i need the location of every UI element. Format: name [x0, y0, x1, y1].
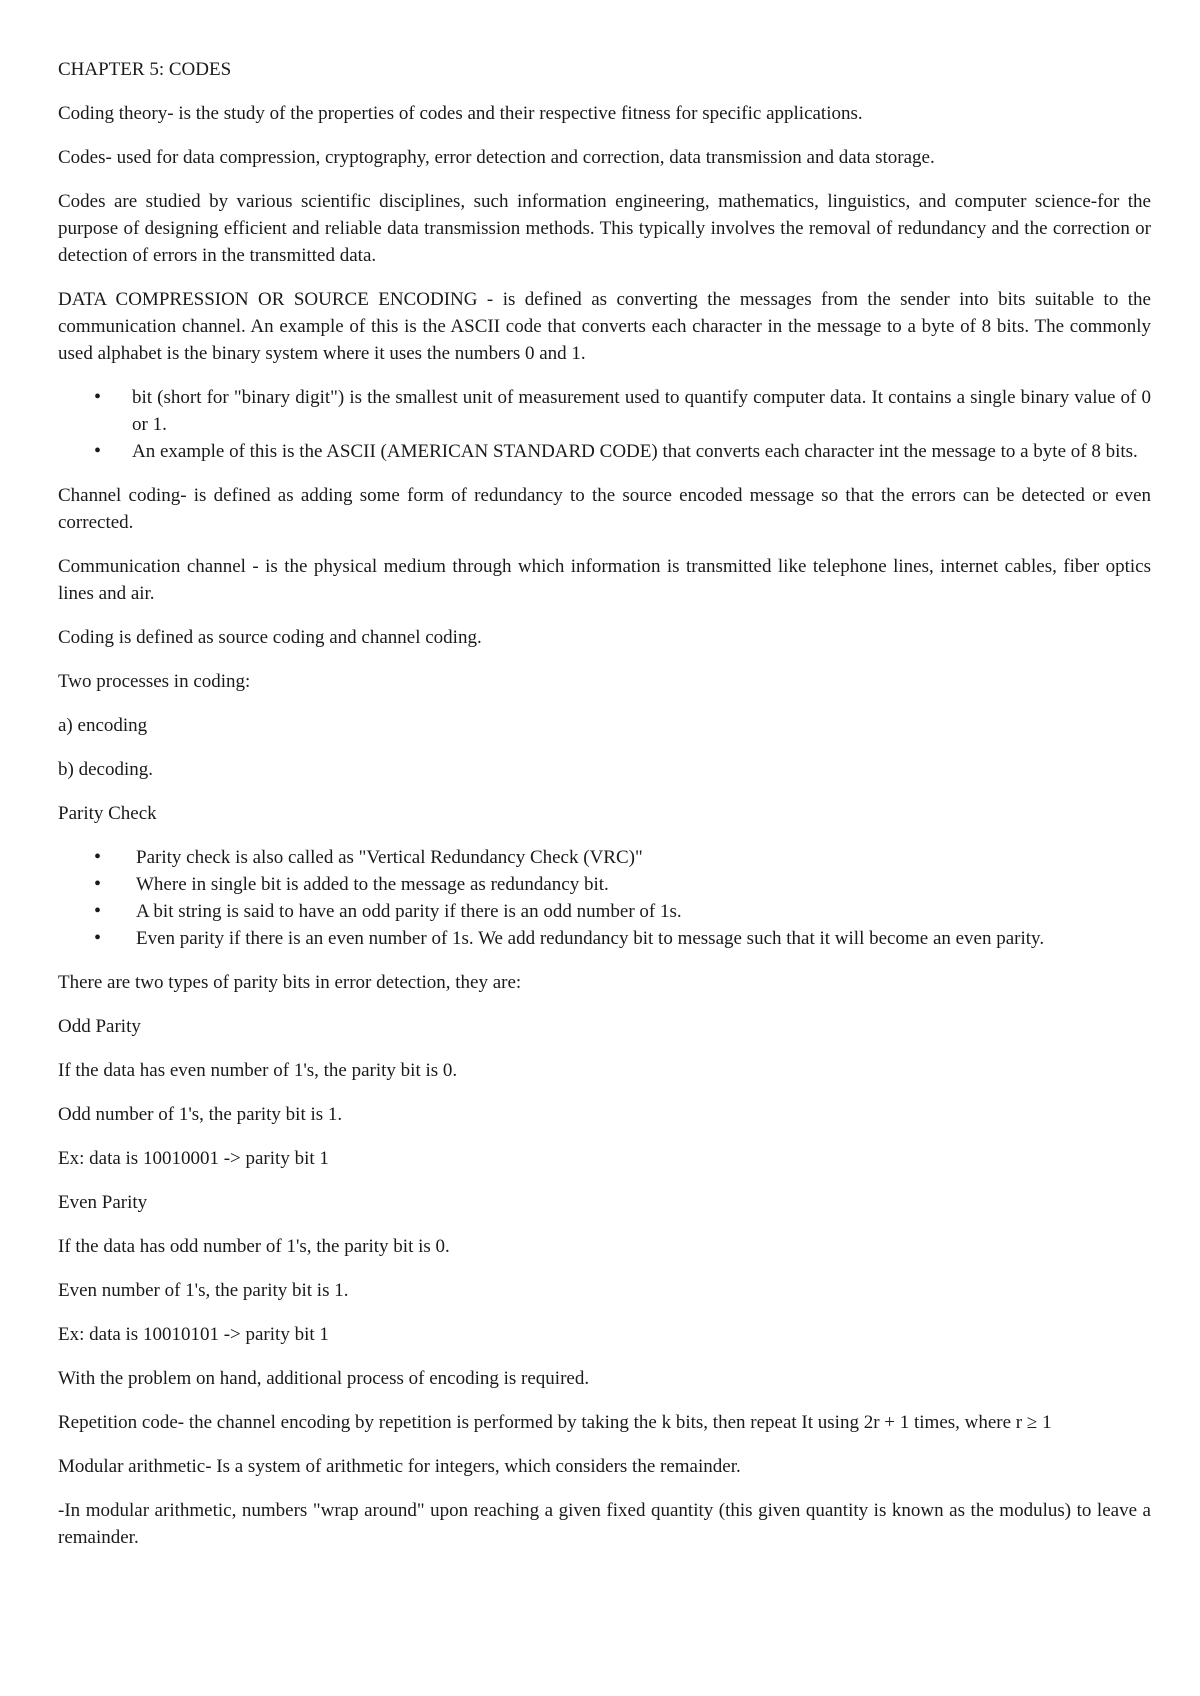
paragraph-odd-odd-ones: Odd number of 1's, the parity bit is 1.: [58, 1104, 343, 1125]
chapter-title: CHAPTER 5: CODES: [58, 59, 232, 80]
paragraph-odd-even-ones: If the data has even number of 1's, the parity bit is 0.: [58, 1060, 458, 1081]
parity-bullet-list: [58, 844, 1151, 952]
list-item: • An example of this is the ASCII (AMERICAN STANDARD CODE) that converts each character int the message to a byte of 8 bits.: [58, 438, 1151, 465]
section-heading-parity-check: Parity Check: [58, 803, 157, 824]
list-item: • bit (short for "binary digit") is the smallest unit of measurement used to quantify computer data. It contains a single binary value of 0 or 1.: [58, 384, 1151, 438]
paragraph-even-example: Ex: data is 10010101 -> parity bit 1: [58, 1324, 329, 1345]
paragraph-codes-used: Codes- used for data compression, cryptography, error detection and correction, data transmission and data storage.: [58, 147, 935, 168]
list-item: • A bit string is said to have an odd parity if there is an odd number of 1s.: [58, 898, 1151, 925]
list-item: • Even parity if there is an even number of 1s. We add redundancy bit to message such that it will become an even parity.: [58, 925, 1151, 952]
paragraph-even-odd-ones: If the data has odd number of 1's, the parity bit is 0.: [58, 1236, 450, 1257]
paragraph-modular-arithmetic: Modular arithmetic- Is a system of arithmetic for integers, which considers the remainder.: [58, 1456, 741, 1477]
paragraph-repetition-code: Repetition code- the channel encoding by repetition is performed by taking the k bits, then repeat It using 2r + 1 times, where r ≥ 1: [58, 1412, 1052, 1433]
paragraph-decoding: b) decoding.: [58, 759, 153, 780]
paragraph-even-even-ones: Even number of 1's, the parity bit is 1.: [58, 1280, 349, 1301]
paragraph-coding-defined: Coding is defined as source coding and channel coding.: [58, 627, 482, 648]
paragraph-data-compression: DATA COMPRESSION OR SOURCE ENCODING - is defined as converting the messages from the sender into bits suitable to the communication channel. An example of this is the ASCII code that converts each character in the message to a byte of 8 bits. The commonly used alphabet is the binary system where it uses the numbers 0 and 1.: [58, 289, 1151, 364]
list-item: • Where in single bit is added to the message as redundancy bit.: [58, 871, 1151, 898]
paragraph-problem: With the problem on hand, additional process of encoding is required.: [58, 1368, 590, 1389]
paragraph-channel-coding: Channel coding- is defined as adding some form of redundancy to the source encoded message so that the errors can be detected or even corrected.: [58, 485, 1151, 533]
paragraph-two-processes: Two processes in coding:: [58, 671, 251, 692]
list-item: • Parity check is also called as "Vertical Redundancy Check (VRC)": [58, 844, 1151, 871]
section-heading-odd-parity: Odd Parity: [58, 1016, 141, 1037]
paragraph-coding-theory: Coding theory- is the study of the properties of codes and their respective fitness for specific applications.: [58, 103, 863, 124]
paragraph-modular-wrap: -In modular arithmetic, numbers "wrap around" upon reaching a given fixed quantity (this given quantity is known as the modulus) to leave a remainder.: [58, 1500, 1151, 1548]
section-heading-even-parity: Even Parity: [58, 1192, 148, 1213]
bit-bullet-list: [58, 384, 1151, 465]
paragraph-codes-studied: Codes are studied by various scientific disciplines, such information engineering, mathematics, linguistics, and computer science-for the purpose of designing efficient and reliable data transmission methods. This typically involves the removal of redundancy and the correction or detection of errors in the transmitted data.: [58, 191, 1151, 266]
paragraph-encoding: a) encoding: [58, 715, 148, 736]
paragraph-two-types: There are two types of parity bits in error detection, they are:: [58, 972, 522, 993]
paragraph-communication-channel: Communication channel - is the physical medium through which information is transmitted like telephone lines, internet cables, fiber optics lines and air.: [58, 556, 1151, 604]
paragraph-odd-example: Ex: data is 10010001 -> parity bit 1: [58, 1148, 329, 1169]
